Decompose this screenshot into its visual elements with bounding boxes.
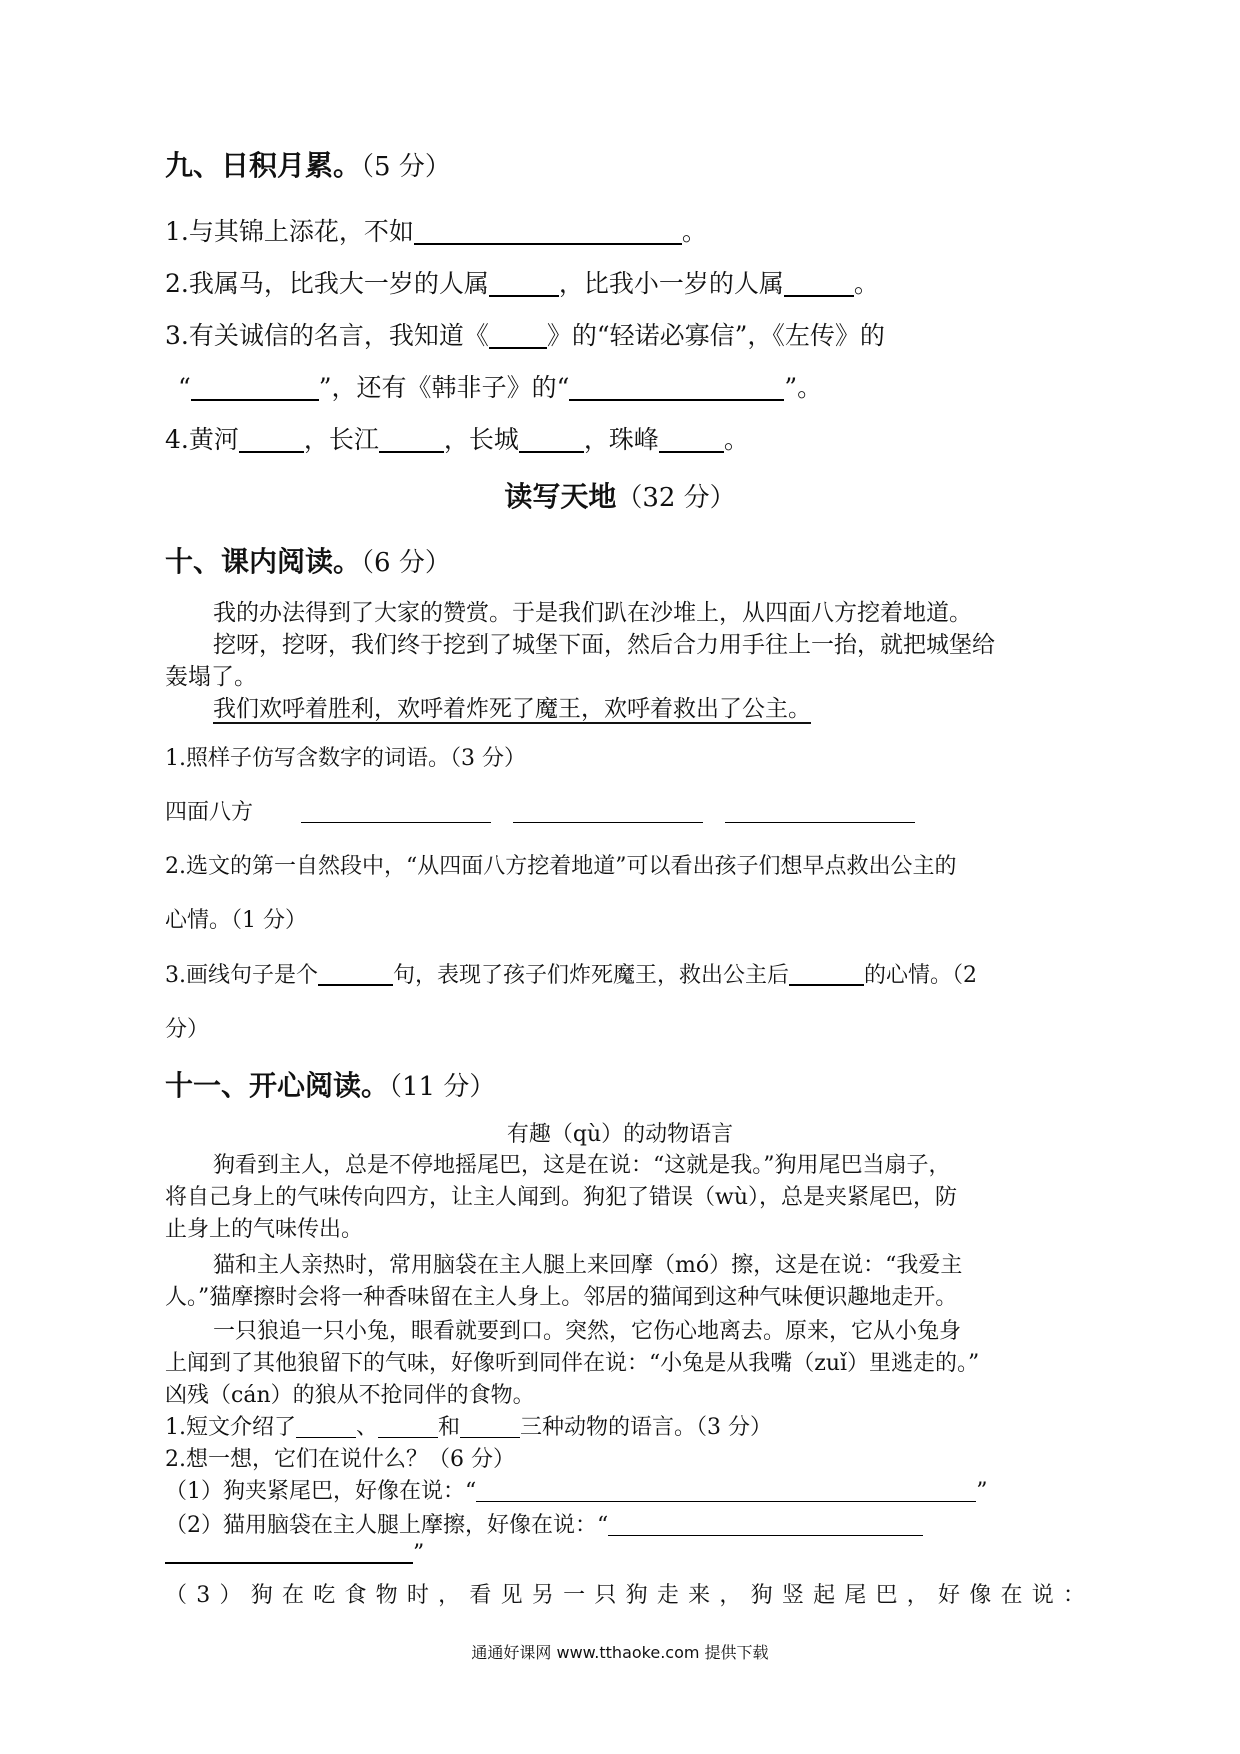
- answer-blank[interactable]: [460, 1415, 520, 1438]
- section-9-heading: [165, 144, 451, 184]
- s10-question-2a: 2.选文的第一自然段中，“从四面八方挖着地道”可以看出孩子们想早点救出公主的: [165, 854, 957, 879]
- answer-blank[interactable]: [489, 322, 547, 349]
- answer-blank[interactable]: [378, 1415, 438, 1438]
- answer-blank[interactable]: [569, 374, 784, 401]
- s11-q2-1-end: ”: [976, 1479, 988, 1504]
- part-title: [0, 475, 1240, 515]
- s10-question-3: [165, 958, 977, 989]
- article-line: 人。”猫摩擦时会将一种香味留在主人身上。邻居的猫闻到这种气味便识趣地走开。: [165, 1285, 958, 1310]
- s11-q1-text-c: 和: [438, 1415, 461, 1440]
- s10-paragraph-2b: 轰塌了。: [165, 664, 257, 690]
- s10-q3-text-a: 3.画线句子是个: [165, 963, 318, 988]
- s10-paragraph-2a: 挖呀，挖呀，我们终于挖到了城堡下面，然后合力用手往上一抬，就把城堡给: [213, 632, 995, 658]
- s9-q1-end: 。: [681, 217, 707, 246]
- s11-q2-2-text: （2）猫用脑袋在主人腿上摩擦，好像在说：“: [165, 1513, 609, 1538]
- answer-blank[interactable]: [414, 218, 682, 245]
- part-title-text: 读写天地: [504, 480, 617, 513]
- s11-question-2-2: [165, 1508, 923, 1539]
- s9-question-3-line-1: [165, 316, 885, 352]
- s9-q4-text-b: ，长江: [303, 425, 379, 454]
- s11-q2-1-text: （1）狗夹紧尾巴，好像在说：“: [165, 1479, 477, 1504]
- s9-q3-end: ”。: [784, 373, 823, 402]
- article-line: 一只狼追一只小兔，眼看就要到口。突然，它伤心地离去。原来，它从小兔身: [213, 1319, 962, 1344]
- answer-blank[interactable]: [608, 1513, 923, 1536]
- answer-blank[interactable]: [318, 962, 393, 986]
- section-10-title: 十、课内阅读。: [165, 545, 362, 578]
- answer-blank[interactable]: [191, 374, 319, 401]
- answer-blank[interactable]: [489, 270, 559, 297]
- s9-question-1: [165, 212, 707, 248]
- s9-q2-end: 。: [853, 269, 879, 298]
- s9-q4-text-d: ，珠峰: [583, 425, 659, 454]
- section-11-score: （11 分）: [389, 1072, 496, 1102]
- article-line: 狗看到主人，总是不停地摇尾巴，这是在说：“这就是我。”狗用尾巴当扇子，: [213, 1153, 951, 1178]
- s9-q3-text-c: “: [178, 373, 191, 402]
- s9-question-3-line-2: [178, 368, 822, 404]
- answer-blank[interactable]: [301, 800, 491, 823]
- s10-paragraph-1: 我的办法得到了大家的赞赏。于是我们趴在沙堆上，从四面八方挖着地道。: [213, 600, 972, 626]
- footer-text: 通通好课网 www.tthaoke.com 提供下载: [471, 1643, 769, 1662]
- s10-underlined-sentence: 我们欢呼着胜利，欢呼着炸死了魔王，欢呼着救出了公主。: [213, 696, 811, 722]
- s11-question-2: 2.想一想，它们在说什么？（6 分）: [165, 1447, 515, 1472]
- s10-q3-text-c: 的心情。（2: [864, 963, 978, 988]
- s11-q1-text-a: 1.短文介绍了: [165, 1415, 296, 1440]
- s11-question-2-3: [165, 1578, 1085, 1609]
- s11-q2-2-end: ”: [413, 1541, 425, 1567]
- s10-question-3-end: 分）: [165, 1017, 210, 1042]
- section-9-score: （5 分）: [361, 152, 451, 182]
- s9-q3-text-d: ”，还有《韩非子》的“: [318, 373, 570, 402]
- article-line: 将自己身上的气味传向四方，让主人闻到。狗犯了错误（wù），总是夹紧尾巴，防: [165, 1185, 958, 1210]
- section-9-title: 九、日积月累。: [165, 149, 362, 182]
- s10-question-2b: 心情。（1 分）: [165, 908, 307, 933]
- answer-blank[interactable]: [519, 426, 584, 453]
- s9-q3-text-b: 》的“轻诺必寡信”，《左传》的: [546, 321, 885, 350]
- article-line: 凶残（cán）的狼从不抢同伴的食物。: [165, 1383, 535, 1408]
- answer-blank[interactable]: [659, 426, 724, 453]
- s9-question-2: [165, 264, 879, 300]
- answer-blank[interactable]: [296, 1415, 356, 1438]
- s10-question-1: 1.照样子仿写含数字的词语。（3 分）: [165, 746, 526, 771]
- answer-blank[interactable]: [165, 1540, 413, 1564]
- article-line: 上闻到了其他狼留下的气味，好像听到同伴在说：“小兔是从我嘴（zuǐ）里逃走的。”: [165, 1351, 980, 1376]
- s9-question-4: [165, 420, 749, 456]
- answer-blank[interactable]: [379, 426, 444, 453]
- article-title: 有趣（qù）的动物语言: [506, 1122, 734, 1147]
- answer-blank[interactable]: [725, 800, 915, 823]
- section-10-heading: [165, 540, 451, 580]
- article-line: 止身上的气味传出。: [165, 1217, 364, 1242]
- answer-blank[interactable]: [789, 962, 864, 986]
- s11-question-1: [165, 1410, 772, 1441]
- s9-q4-text-a: 4.黄河: [165, 425, 239, 454]
- answer-blank[interactable]: [784, 270, 854, 297]
- section-11-title: 十一、开心阅读。: [165, 1069, 390, 1102]
- s11-question-2-1: [165, 1474, 988, 1505]
- part-title-score: （32 分）: [616, 483, 736, 513]
- s9-q3-text-a: 3.有关诚信的名言，我知道《: [165, 321, 489, 350]
- answer-blank[interactable]: [239, 426, 304, 453]
- s11-question-2-2-cont: [165, 1540, 424, 1566]
- s9-q2-text-a: 2.我属马，比我大一岁的人属: [165, 269, 489, 298]
- s11-q1-text-d: 三种动物的语言。（3 分）: [520, 1415, 773, 1440]
- s9-q2-text-b: ，比我小一岁的人属: [558, 269, 784, 298]
- article-line: 猫和主人亲热时，常用脑袋在主人腿上来回摩（mó）擦，这是在说：“我爱主: [213, 1253, 963, 1278]
- s10-example-word: 四面八方: [165, 800, 254, 825]
- s9-q4-end: 。: [723, 425, 749, 454]
- s10-example-row: [165, 795, 915, 826]
- s9-q1-text: 1.与其锦上添花，不如: [165, 217, 414, 246]
- answer-blank[interactable]: [476, 1479, 976, 1502]
- s10-q3-text-b: 句，表现了孩子们炸死魔王，救出公主后: [393, 963, 790, 988]
- s11-q1-text-b: 、: [356, 1415, 379, 1440]
- answer-blank[interactable]: [513, 800, 703, 823]
- section-10-score: （6 分）: [361, 548, 451, 578]
- s11-q2-3-text: （3）狗在吃食物时，看见另一只狗走来，狗竖起尾巴，好像在说：: [165, 1583, 1085, 1608]
- section-11-heading: [165, 1064, 495, 1104]
- s9-q4-text-c: ，长城: [443, 425, 519, 454]
